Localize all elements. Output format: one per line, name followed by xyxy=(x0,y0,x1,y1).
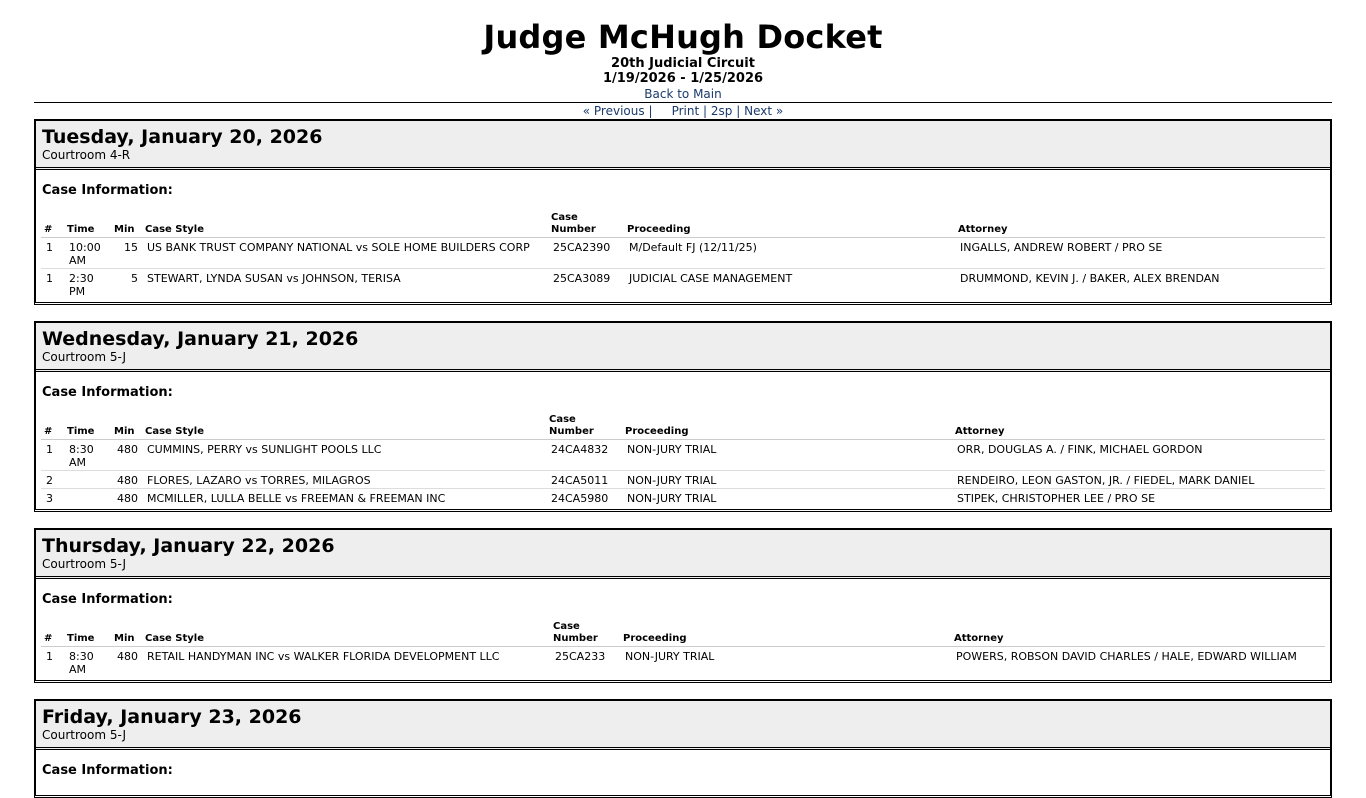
case-information-label: Case Information: xyxy=(42,385,173,400)
back-to-main-link[interactable]: Back to Main xyxy=(644,87,722,101)
row-case-number: 24CA5011 xyxy=(546,471,622,489)
row-number: 2 xyxy=(41,471,64,489)
day-section xyxy=(34,119,1332,305)
day-body xyxy=(36,372,1330,509)
col-case-number: Case Number xyxy=(546,414,622,440)
cases-table xyxy=(41,621,1325,677)
row-attorney: DRUMMOND, KEVIN J. / BAKER, ALEX BRENDAN xyxy=(960,272,1220,285)
row-number: 1 xyxy=(41,440,64,471)
table-row xyxy=(41,269,1325,300)
cases-table xyxy=(41,414,1325,506)
courtroom: Courtroom 5-J xyxy=(42,350,126,364)
row-attorney: STIPEK, CHRISTOPHER LEE / PRO SE xyxy=(957,492,1156,505)
2sp-link[interactable]: 2sp xyxy=(710,104,733,118)
day-title: Friday, January 23, 2026 xyxy=(42,706,302,728)
day-body xyxy=(36,170,1330,302)
row-attorney: POWERS, ROBSON DAVID CHARLES / HALE, EDWARD WILLIAM xyxy=(956,650,1297,663)
date-range: 1/19/2026 - 1/25/2026 xyxy=(602,71,764,86)
col-time: Time xyxy=(64,621,111,647)
row-case-number: 24CA4832 xyxy=(546,440,622,471)
row-proceeding: NON-JURY TRIAL xyxy=(622,471,952,489)
row-minutes: 480 xyxy=(117,492,138,505)
row-minutes: 480 xyxy=(117,650,138,663)
case-information-label: Case Information: xyxy=(42,763,173,778)
nav-separator: | xyxy=(703,104,708,118)
col-min: Min xyxy=(111,212,142,238)
row-case-number: 24CA5980 xyxy=(551,492,609,505)
row-time: 2:30 PM xyxy=(69,272,94,298)
courtroom: Courtroom 4-R xyxy=(42,148,131,162)
courtroom: Courtroom 5-J xyxy=(42,728,126,742)
row-case-style: CUMMINS, PERRY vs SUNLIGHT POOLS LLC xyxy=(142,440,546,471)
row-case-style: FLORES, LAZARO vs TORRES, MILAGROS xyxy=(142,471,546,489)
previous-link[interactable]: « Previous xyxy=(582,104,645,118)
table-header-row xyxy=(41,414,1325,440)
row-case-number: 25CA2390 xyxy=(548,238,624,269)
row-case-number: 25CA3089 xyxy=(553,272,611,285)
day-header xyxy=(36,530,1330,579)
case-information-label: Case Information: xyxy=(42,183,173,198)
row-number: 1 xyxy=(41,238,64,269)
row-case-number: 25CA233 xyxy=(555,650,606,663)
cases-table xyxy=(41,212,1325,299)
day-title: Thursday, January 22, 2026 xyxy=(42,535,335,557)
row-proceeding: M/Default FJ (12/11/25) xyxy=(624,238,955,269)
row-case-style: MCMILLER, LULLA BELLE vs FREEMAN & FREEMAN INC xyxy=(147,492,446,505)
row-number: 3 xyxy=(46,492,53,505)
col-time: Time xyxy=(64,414,111,440)
row-minutes: 480 xyxy=(111,440,142,471)
col-num: # xyxy=(41,621,64,647)
col-proceeding: Proceeding xyxy=(622,414,952,440)
col-attorney: Attorney xyxy=(955,212,1325,238)
col-case-number: Case Number xyxy=(550,621,620,647)
row-proceeding: NON-JURY TRIAL xyxy=(625,650,715,663)
docket-days xyxy=(0,119,1366,798)
table-row xyxy=(41,647,1325,678)
docket-nav xyxy=(0,103,1366,119)
row-time: 10:00 AM xyxy=(64,238,111,269)
col-attorney: Attorney xyxy=(951,621,1325,647)
row-time xyxy=(64,471,111,489)
day-section xyxy=(34,321,1332,512)
day-section xyxy=(34,528,1332,683)
table-row xyxy=(41,471,1325,489)
row-number: 1 xyxy=(46,650,53,663)
col-case-style: Case Style xyxy=(142,621,550,647)
day-title: Wednesday, January 21, 2026 xyxy=(42,328,359,350)
nav-separator: | xyxy=(648,104,653,118)
col-min: Min xyxy=(111,414,142,440)
row-number: 1 xyxy=(46,272,53,285)
row-time: 8:30 AM xyxy=(69,650,94,676)
day-title: Tuesday, January 20, 2026 xyxy=(42,126,323,148)
col-num: # xyxy=(41,212,64,238)
table-row xyxy=(41,238,1325,269)
row-attorney: ORR, DOUGLAS A. / FINK, MICHAEL GORDON xyxy=(952,440,1325,471)
row-case-style: RETAIL HANDYMAN INC vs WALKER FLORIDA DEVELOPMENT LLC xyxy=(147,650,500,663)
day-header xyxy=(36,323,1330,372)
row-minutes: 480 xyxy=(111,471,142,489)
row-minutes: 5 xyxy=(131,272,138,285)
col-attorney: Attorney xyxy=(952,414,1325,440)
next-link[interactable]: Next » xyxy=(744,104,784,118)
row-minutes: 15 xyxy=(111,238,142,269)
row-attorney: RENDEIRO, LEON GASTON, JR. / FIEDEL, MARK DANIEL xyxy=(952,471,1325,489)
page-title: Judge McHugh Docket xyxy=(483,18,883,56)
row-attorney: INGALLS, ANDREW ROBERT / PRO SE xyxy=(955,238,1325,269)
row-proceeding: JUDICIAL CASE MANAGEMENT xyxy=(629,272,793,285)
day-header xyxy=(36,701,1330,750)
nav-separator: | xyxy=(736,104,741,118)
day-body xyxy=(36,579,1330,680)
table-header-row xyxy=(41,621,1325,647)
table-header-row xyxy=(41,212,1325,238)
col-num: # xyxy=(41,414,64,440)
col-case-number: Case Number xyxy=(548,212,624,238)
print-link[interactable]: Print xyxy=(671,104,700,118)
row-case-style: US BANK TRUST COMPANY NATIONAL vs SOLE HOME BUILDERS CORP xyxy=(142,238,548,269)
day-body xyxy=(36,750,1330,795)
day-section xyxy=(34,699,1332,798)
col-proceeding: Proceeding xyxy=(624,212,955,238)
table-row xyxy=(41,489,1325,507)
row-proceeding: NON-JURY TRIAL xyxy=(627,492,717,505)
day-header xyxy=(36,121,1330,170)
case-information-label: Case Information: xyxy=(42,592,173,607)
row-time xyxy=(64,489,111,507)
row-time: 8:30 AM xyxy=(64,440,111,471)
circuit-name: 20th Judicial Circuit xyxy=(611,56,755,71)
courtroom: Courtroom 5-J xyxy=(42,557,126,571)
col-case-style: Case Style xyxy=(142,212,548,238)
row-proceeding: NON-JURY TRIAL xyxy=(622,440,952,471)
col-min: Min xyxy=(111,621,142,647)
row-case-style: STEWART, LYNDA SUSAN vs JOHNSON, TERISA xyxy=(147,272,401,285)
col-case-style: Case Style xyxy=(142,414,546,440)
col-time: Time xyxy=(64,212,111,238)
docket-header xyxy=(0,0,1366,102)
col-proceeding: Proceeding xyxy=(620,621,951,647)
table-row xyxy=(41,440,1325,471)
